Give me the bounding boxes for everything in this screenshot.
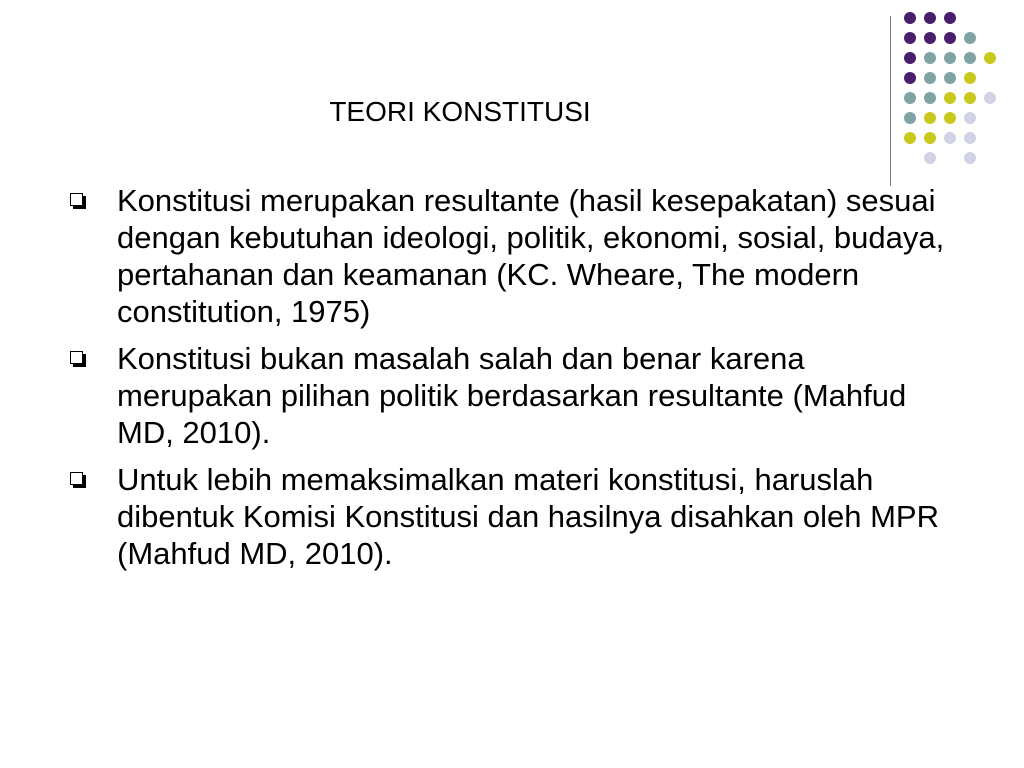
decorative-dot <box>944 32 956 44</box>
decorative-dot <box>904 32 916 44</box>
decorative-dot <box>964 92 976 104</box>
bullet-text: Konstitusi merupakan resultante (hasil kesepakatan) sesuai dengan kebutuhan ideologi, politik, ekonomi, sosial, budaya, pertahanan dan keamanan (KC. Wheare, The modern constitution, 1975) <box>117 183 945 329</box>
decorative-dot-grid <box>904 12 1024 172</box>
bullet-item <box>66 182 946 330</box>
decorative-dot <box>944 12 956 24</box>
checkbox-bullet-icon <box>70 193 83 206</box>
decorative-dot <box>964 152 976 164</box>
decorative-dot <box>984 52 996 64</box>
bullet-list <box>66 182 946 582</box>
decorative-dot <box>924 112 936 124</box>
bullet-text: Untuk lebih memaksimalkan materi konstitusi, haruslah dibentuk Komisi Konstitusi dan hasilnya disahkan oleh MPR (Mahfud MD, 2010). <box>117 462 939 571</box>
checkbox-bullet-icon <box>70 351 83 364</box>
decorative-dot <box>964 72 976 84</box>
decorative-dot <box>904 72 916 84</box>
decorative-dot <box>904 52 916 64</box>
decorative-dot <box>904 112 916 124</box>
decorative-dot <box>964 52 976 64</box>
bullet-item <box>66 461 946 572</box>
slide-title: TEORI KONSTITUSI <box>329 96 591 127</box>
decorative-dot <box>924 132 936 144</box>
decorative-dot <box>964 32 976 44</box>
decorative-dot <box>944 132 956 144</box>
decorative-dot <box>964 112 976 124</box>
decorative-dot <box>944 52 956 64</box>
bullet-text: Konstitusi bukan masalah salah dan benar karena merupakan pilihan politik berdasarkan resultante (Mahfud MD, 2010). <box>117 341 907 450</box>
decorative-dot <box>944 72 956 84</box>
decorative-dot <box>904 12 916 24</box>
decorative-dot <box>924 52 936 64</box>
decorative-dot <box>944 92 956 104</box>
bullet-item <box>66 340 946 451</box>
decorative-dot <box>924 92 936 104</box>
decorative-dot <box>924 12 936 24</box>
checkbox-bullet-icon <box>70 472 83 485</box>
decorative-dot <box>984 92 996 104</box>
decorative-dot <box>904 92 916 104</box>
decorative-dot <box>924 32 936 44</box>
vertical-divider <box>890 16 891 186</box>
decorative-dot <box>924 152 936 164</box>
decorative-dot <box>964 132 976 144</box>
decorative-dot <box>924 72 936 84</box>
decorative-dot <box>904 132 916 144</box>
decorative-dot <box>944 112 956 124</box>
